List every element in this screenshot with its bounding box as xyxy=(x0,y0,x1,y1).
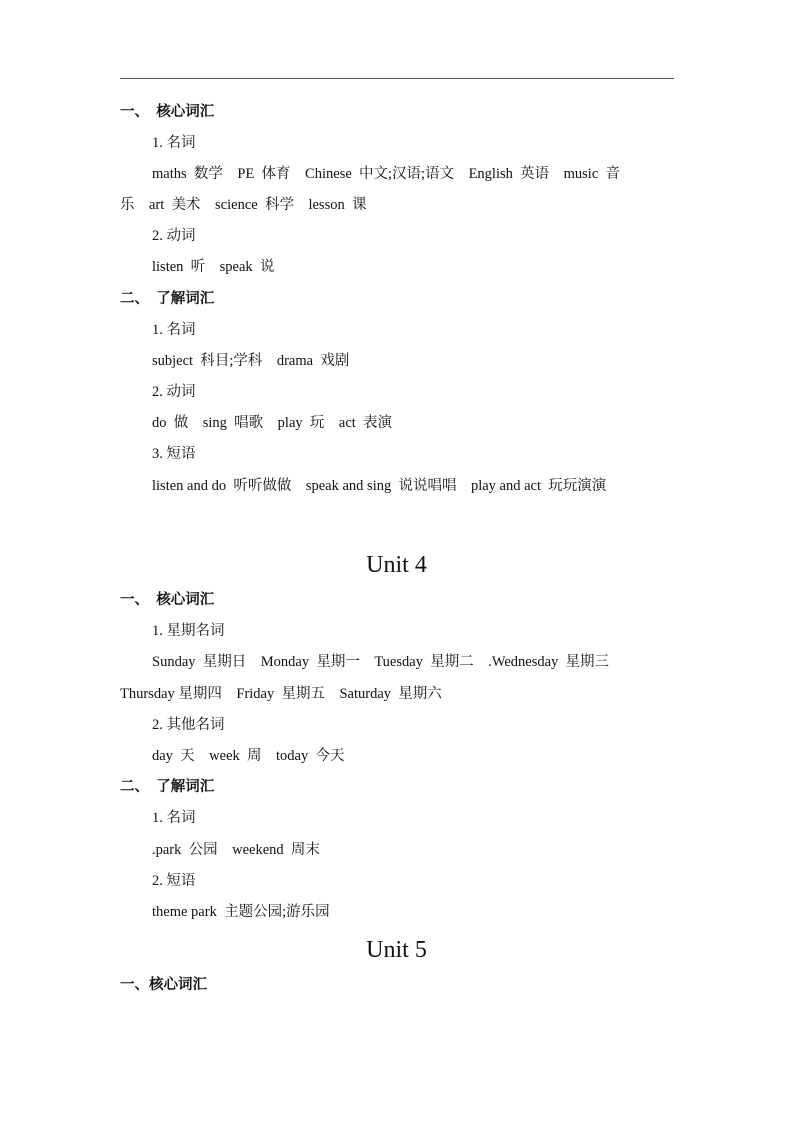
section-heading-know: 二、 了解词汇 xyxy=(120,291,215,307)
subsection-label: 2. 动词 xyxy=(152,228,196,244)
vocab-line: Thursday 星期四 Friday 星期五 Saturday 星期六 xyxy=(120,686,442,702)
vocab-line: Sunday 星期日 Monday 星期一 Tuesday 星期二 .Wednesday 星期三 xyxy=(152,654,610,670)
subsection-label: 1. 星期名词 xyxy=(152,623,225,639)
section-heading-core: 一、 核心词汇 xyxy=(120,104,215,120)
section-heading-core: 一、核心词汇 xyxy=(120,977,207,993)
subsection-label: 3. 短语 xyxy=(152,446,196,462)
unit-title: Unit 4 xyxy=(366,552,427,578)
header-rule xyxy=(120,78,674,79)
subsection-label: 2. 短语 xyxy=(152,873,196,889)
subsection-label: 1. 名词 xyxy=(152,135,196,151)
vocab-line: theme park 主题公园;游乐园 xyxy=(152,904,330,920)
unit-title: Unit 5 xyxy=(366,937,427,963)
vocab-line: day 天 week 周 today 今天 xyxy=(152,748,345,764)
subsection-label: 1. 名词 xyxy=(152,810,196,826)
vocab-line: subject 科目;学科 drama 戏剧 xyxy=(152,353,350,369)
subsection-label: 2. 动词 xyxy=(152,384,196,400)
vocab-line: listen 听 speak 说 xyxy=(152,259,275,275)
vocab-line: .park 公园 weekend 周末 xyxy=(152,842,320,858)
section-heading-core: 一、 核心词汇 xyxy=(120,592,215,608)
vocab-line: 乐 art 美术 science 科学 lesson 课 xyxy=(120,197,367,213)
vocab-line: listen and do 听听做做 speak and sing 说说唱唱 play and act 玩玩演演 xyxy=(152,478,607,494)
section-heading-know: 二、 了解词汇 xyxy=(120,779,215,795)
vocab-line: do 做 sing 唱歌 play 玩 act 表演 xyxy=(152,415,393,431)
subsection-label: 2. 其他名词 xyxy=(152,717,225,733)
vocab-line: maths 数学 PE 体育 Chinese 中文;汉语;语文 English 英语 music 音 xyxy=(152,166,621,182)
subsection-label: 1. 名词 xyxy=(152,322,196,338)
